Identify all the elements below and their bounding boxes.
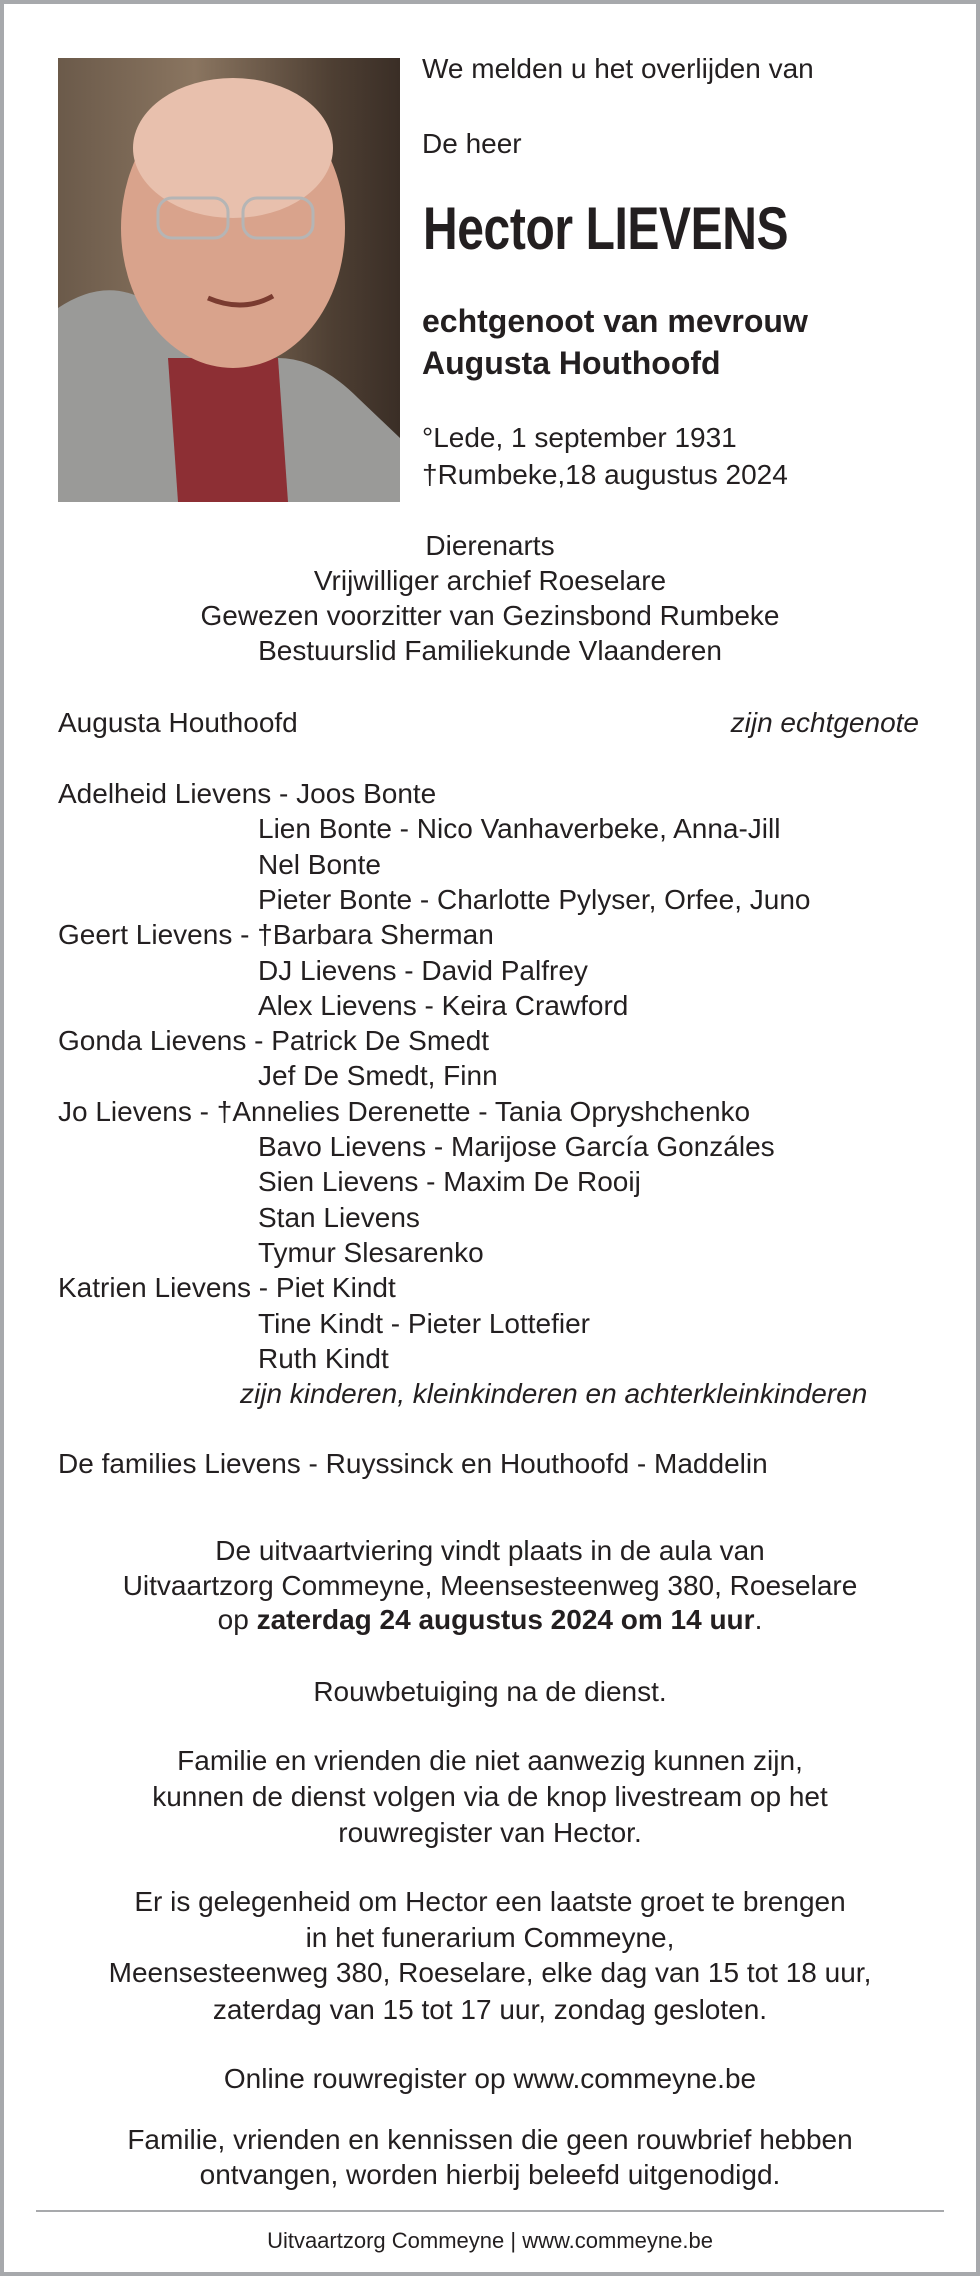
- visitation-line: zaterdag van 15 tot 17 uur, zondag gesloten.: [212, 1994, 768, 2025]
- visitation-line: Er is gelegenheid om Hector een laatste groet te brengen: [134, 1886, 846, 1917]
- spouse-name: Augusta Houthoofd: [58, 707, 298, 738]
- role: Gewezen voorzitter van Gezinsbond Rumbeke: [200, 600, 780, 631]
- livestream-line: rouwregister van Hector.: [338, 1817, 642, 1848]
- visitation-line: Meensesteenweg 380, Roeselare, elke dag van 15 tot 18 uur,: [108, 1957, 872, 1988]
- family-member-line: Pieter Bonte - Charlotte Pylyser, Orfee, Juno: [258, 883, 811, 915]
- invitation-line: Familie, vrienden en kennissen die geen rouwbrief hebben: [127, 2124, 853, 2155]
- family-member-line: Adelheid Lievens - Joos Bonte: [58, 778, 437, 809]
- family-member-line: Jo Lievens - †Annelies Derenette - Tania Opryshchenko: [58, 1095, 751, 1127]
- family-member-line: Jef De Smedt, Finn: [258, 1060, 498, 1092]
- family-member-line: Lien Bonte - Nico Vanhaverbeke, Anna-Jill: [258, 813, 781, 845]
- service-line-3: [0, 1603, 980, 1637]
- deceased-name: Hector LIEVENS: [423, 195, 789, 262]
- visitation-line: in het funerarium Commeyne,: [305, 1922, 675, 1953]
- spouse-line-1: echtgenoot van mevrouw: [422, 303, 808, 339]
- service-line-1: De uitvaartviering vindt plaats in de aula van: [215, 1535, 765, 1566]
- birth-info: °Lede, 1 september 1931: [422, 422, 737, 453]
- intro-text: We melden u het overlijden van: [422, 53, 814, 84]
- role: Bestuurslid Familiekunde Vlaanderen: [258, 635, 722, 666]
- invitation-line: ontvangen, worden hierbij beleefd uitgenodigd.: [199, 2159, 781, 2190]
- family-member-line: Sien Lievens - Maxim De Rooij: [258, 1166, 641, 1198]
- family-member-line: Tine Kindt - Pieter Lottefier: [258, 1307, 591, 1339]
- condolence-text: Rouwbetuiging na de dienst.: [313, 1676, 667, 1707]
- family-member-line: Katrien Lievens - Piet Kindt: [58, 1272, 396, 1304]
- family-member-line: Alex Lievens - Keira Crawford: [258, 989, 629, 1021]
- family-member-line: Nel Bonte: [258, 848, 381, 880]
- livestream-line: Familie en vrienden die niet aanwezig kunnen zijn,: [177, 1745, 803, 1776]
- footer-divider: [36, 2210, 944, 2212]
- death-info: †Rumbeke,18 augustus 2024: [422, 459, 788, 490]
- family-relation: zijn kinderen, kleinkinderen en achterkleinkinderen: [240, 1378, 868, 1409]
- service-line-2: Uitvaartzorg Commeyne, Meensesteenweg 380, Roeselare: [122, 1570, 858, 1601]
- family-member-line: Geert Lievens - †Barbara Sherman: [58, 919, 494, 951]
- spouse-relation: zijn echtgenote: [730, 707, 919, 738]
- family-member-line: DJ Lievens - David Palfrey: [258, 954, 588, 986]
- families-line: De families Lievens - Ruyssinck en Houthoofd - Maddelin: [58, 1448, 768, 1479]
- family-member-line: Gonda Lievens - Patrick De Smedt: [58, 1025, 490, 1057]
- family-member-line: Ruth Kindt: [258, 1342, 389, 1374]
- spouse-line-2: Augusta Houthoofd: [422, 345, 721, 381]
- family-member-line: Stan Lievens: [258, 1201, 420, 1233]
- service-date: zaterdag 24 augustus 2024 om 14 uur: [256, 1604, 755, 1635]
- salutation: De heer: [422, 128, 522, 159]
- role: Dierenarts: [425, 530, 555, 561]
- service-suffix: .: [754, 1604, 763, 1635]
- online-register: Online rouwregister op www.commeyne.be: [223, 2063, 757, 2094]
- role: Vrijwilliger archief Roeselare: [313, 565, 667, 596]
- family-member-line: Tymur Slesarenko: [258, 1236, 484, 1268]
- family-member-line: Bavo Lievens - Marijose García Gonzáles: [258, 1131, 775, 1162]
- footer-text: Uitvaartzorg Commeyne | www.commeyne.be: [267, 2228, 713, 2253]
- service-prefix: op: [217, 1604, 257, 1635]
- livestream-line: kunnen de dienst volgen via de knop livestream op het: [152, 1781, 828, 1812]
- portrait-photo: [58, 58, 400, 502]
